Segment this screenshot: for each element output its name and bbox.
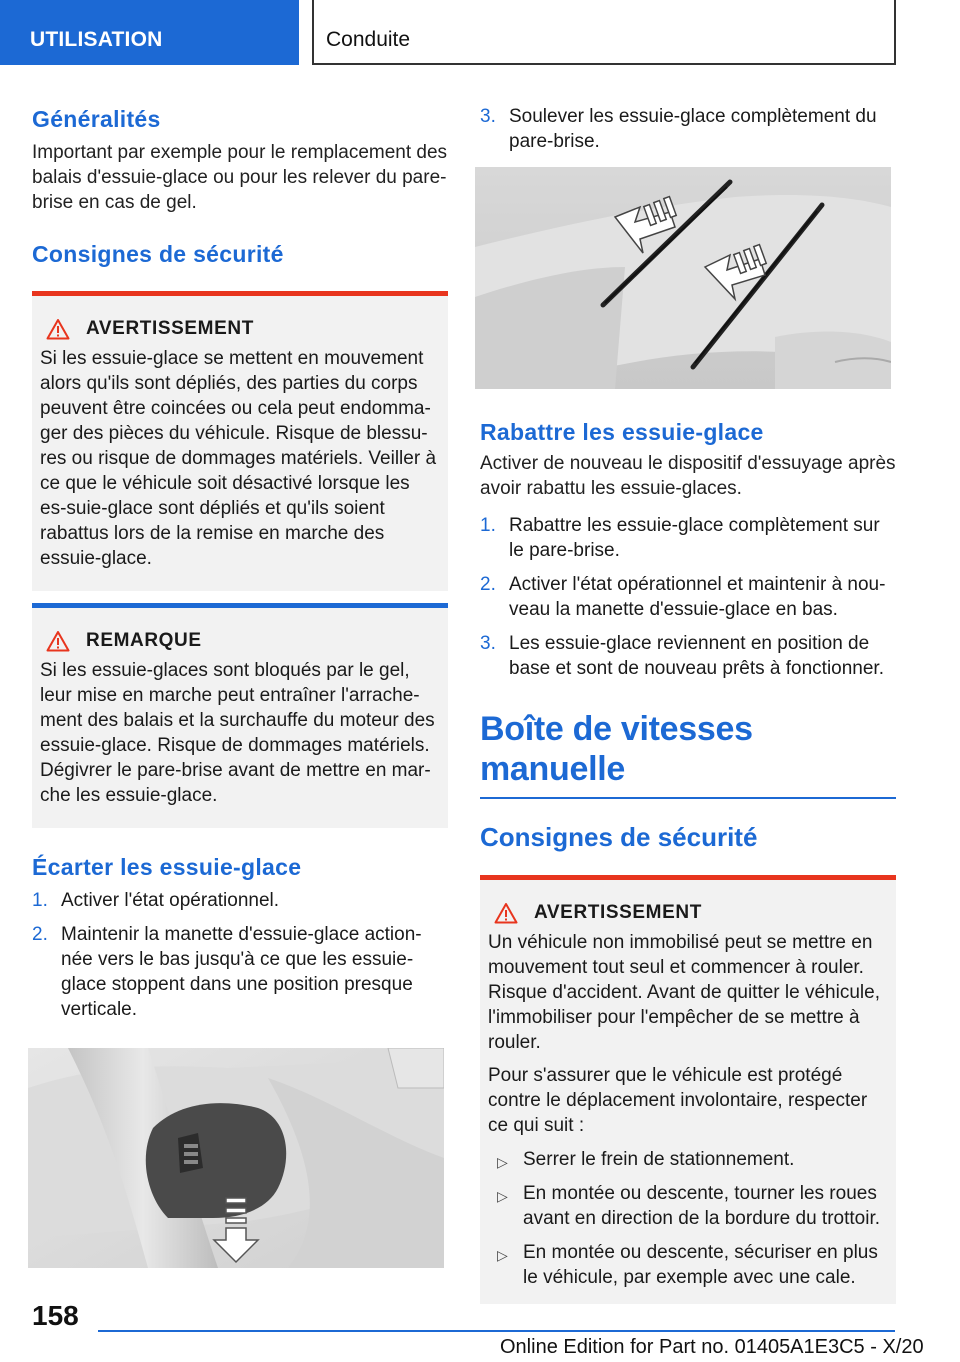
warning-triangle-icon [494, 902, 518, 924]
bullet-text: En montée ou descente, tourner les roues avant en direction de la bordure du trottoir. [523, 1183, 881, 1229]
list-item [488, 1181, 888, 1231]
header-chapter-title: Conduite [312, 0, 896, 65]
warning-title: AVERTISSEMENT [86, 318, 254, 339]
step-text: Maintenir la manette d'essuie-glace action-née vers le bas jusqu'à ce que les essuie-glace stoppent dans une position presque verticale. [61, 924, 422, 1020]
list-item [480, 104, 896, 154]
warning-text: Si les essuie-glace se mettent en mouvement alors qu'ils sont dépliés, des parties du corps peuvent être coincées ou cela peut endomma-ger des pièces du véhicule. Risque de blessu-res ou risque de dommages matériels. Veiller à ce que le véhicule soit désactivé lorsque les es-suie-glace sont dépliés et qu'ils soient rabattus lors de la remise en marche des essuie-glace. [40, 348, 437, 569]
triangle-bullet-icon: ▷ [497, 1188, 508, 1204]
warning-bullet-list [488, 1147, 888, 1290]
step-text: Activer l'état opérationnel. [61, 890, 280, 911]
warning-box-header [40, 318, 440, 340]
right-column [480, 100, 896, 1304]
note-box-header [40, 630, 440, 652]
warning-triangle-icon [46, 630, 70, 652]
list-item [480, 513, 896, 563]
windshield-wipers-illustration [475, 167, 891, 389]
warning-box-header [488, 902, 888, 924]
warning-text-secondary: Pour s'assurer que le véhicule est protégé contre le déplacement involontaire, respecter ce qui suit : [488, 1065, 868, 1136]
rabattre-heading: Rabattre les essuie-glace [480, 419, 764, 445]
warning-triangle-icon [46, 318, 70, 340]
soulever-steps [480, 104, 896, 154]
footer-divider [98, 1330, 895, 1332]
step-number: 2. [480, 574, 496, 595]
warning-text: Un véhicule non immobilisé peut se mettre en mouvement tout seul et commencer à rouler. Risque d'accident. Avant de quitter le véhicule, l'immobiliser pour l'empêcher de se mettre à rouler. [488, 932, 880, 1053]
step-text: Activer l'état opérationnel et maintenir à nou-veau la manette d'essuie-glace en bas. [509, 574, 886, 620]
step-text: Les essuie-glace reviennent en position de base et sont de nouveau prêts à fonctionner. [509, 633, 884, 679]
triangle-bullet-icon: ▷ [497, 1247, 508, 1263]
bullet-text: Serrer le frein de stationnement. [523, 1149, 795, 1170]
list-item [488, 1240, 888, 1290]
list-item [480, 572, 896, 622]
generalites-text: Important par exemple pour le remplacement des balais d'essuie-glace ou pour les relever du pare-brise en cas de gel. [32, 142, 448, 213]
triangle-bullet-icon: ▷ [497, 1154, 508, 1170]
step-number: 3. [480, 633, 496, 654]
consignes-heading-left: Consignes de sécurité [32, 241, 284, 267]
note-title: REMARQUE [86, 630, 202, 651]
list-item [32, 922, 448, 1022]
wiper-lever-illustration [28, 1048, 444, 1268]
bullet-text: En montée ou descente, sécuriser en plus le véhicule, par exemple avec une cale. [523, 1242, 878, 1288]
step-text: Rabattre les essuie-glace complètement sur le pare-brise. [509, 515, 880, 561]
step-number: 3. [480, 106, 496, 127]
list-item [32, 888, 448, 913]
rabattre-steps [480, 513, 896, 681]
step-text: Soulever les essuie-glace complètement du pare-brise. [509, 106, 877, 152]
list-item [480, 631, 896, 681]
edition-link[interactable]: Online Edition for Part no. 01405A1E3C5 - X/20 [500, 1336, 924, 1358]
ecarter-heading: Écarter les essuie-glace [32, 854, 302, 880]
warning-box-right [480, 875, 896, 1304]
warning-box-left [32, 291, 448, 591]
ecarter-steps [32, 888, 448, 1022]
warning-title: AVERTISSEMENT [534, 902, 702, 923]
page-number: 158 [32, 1300, 79, 1331]
header-section-tab: UTILISATION [0, 0, 299, 65]
rabattre-text: Activer de nouveau le dispositif d'essuyage après avoir rabattu les essuie-glaces. [480, 453, 896, 499]
step-number: 2. [32, 924, 48, 945]
consignes-heading-right: Consignes de sécurité [480, 822, 758, 852]
note-text: Si les essuie-glaces sont bloqués par le gel, leur mise en marche peut entraîner l'arrache-ment des balais et la surchauffe du moteur des essuie-glace. Risque de dommages matériels. Dégivrer le pare-brise avant de mettre en mar-che les essuie-glace. [40, 660, 435, 806]
list-item [488, 1147, 888, 1172]
step-number: 1. [32, 890, 48, 911]
note-box [32, 603, 448, 828]
step-number: 1. [480, 515, 496, 536]
boite-vitesses-heading: Boîte de vitesses manuelle [480, 709, 896, 799]
left-column [32, 100, 448, 1268]
generalites-heading: Généralités [32, 106, 161, 132]
